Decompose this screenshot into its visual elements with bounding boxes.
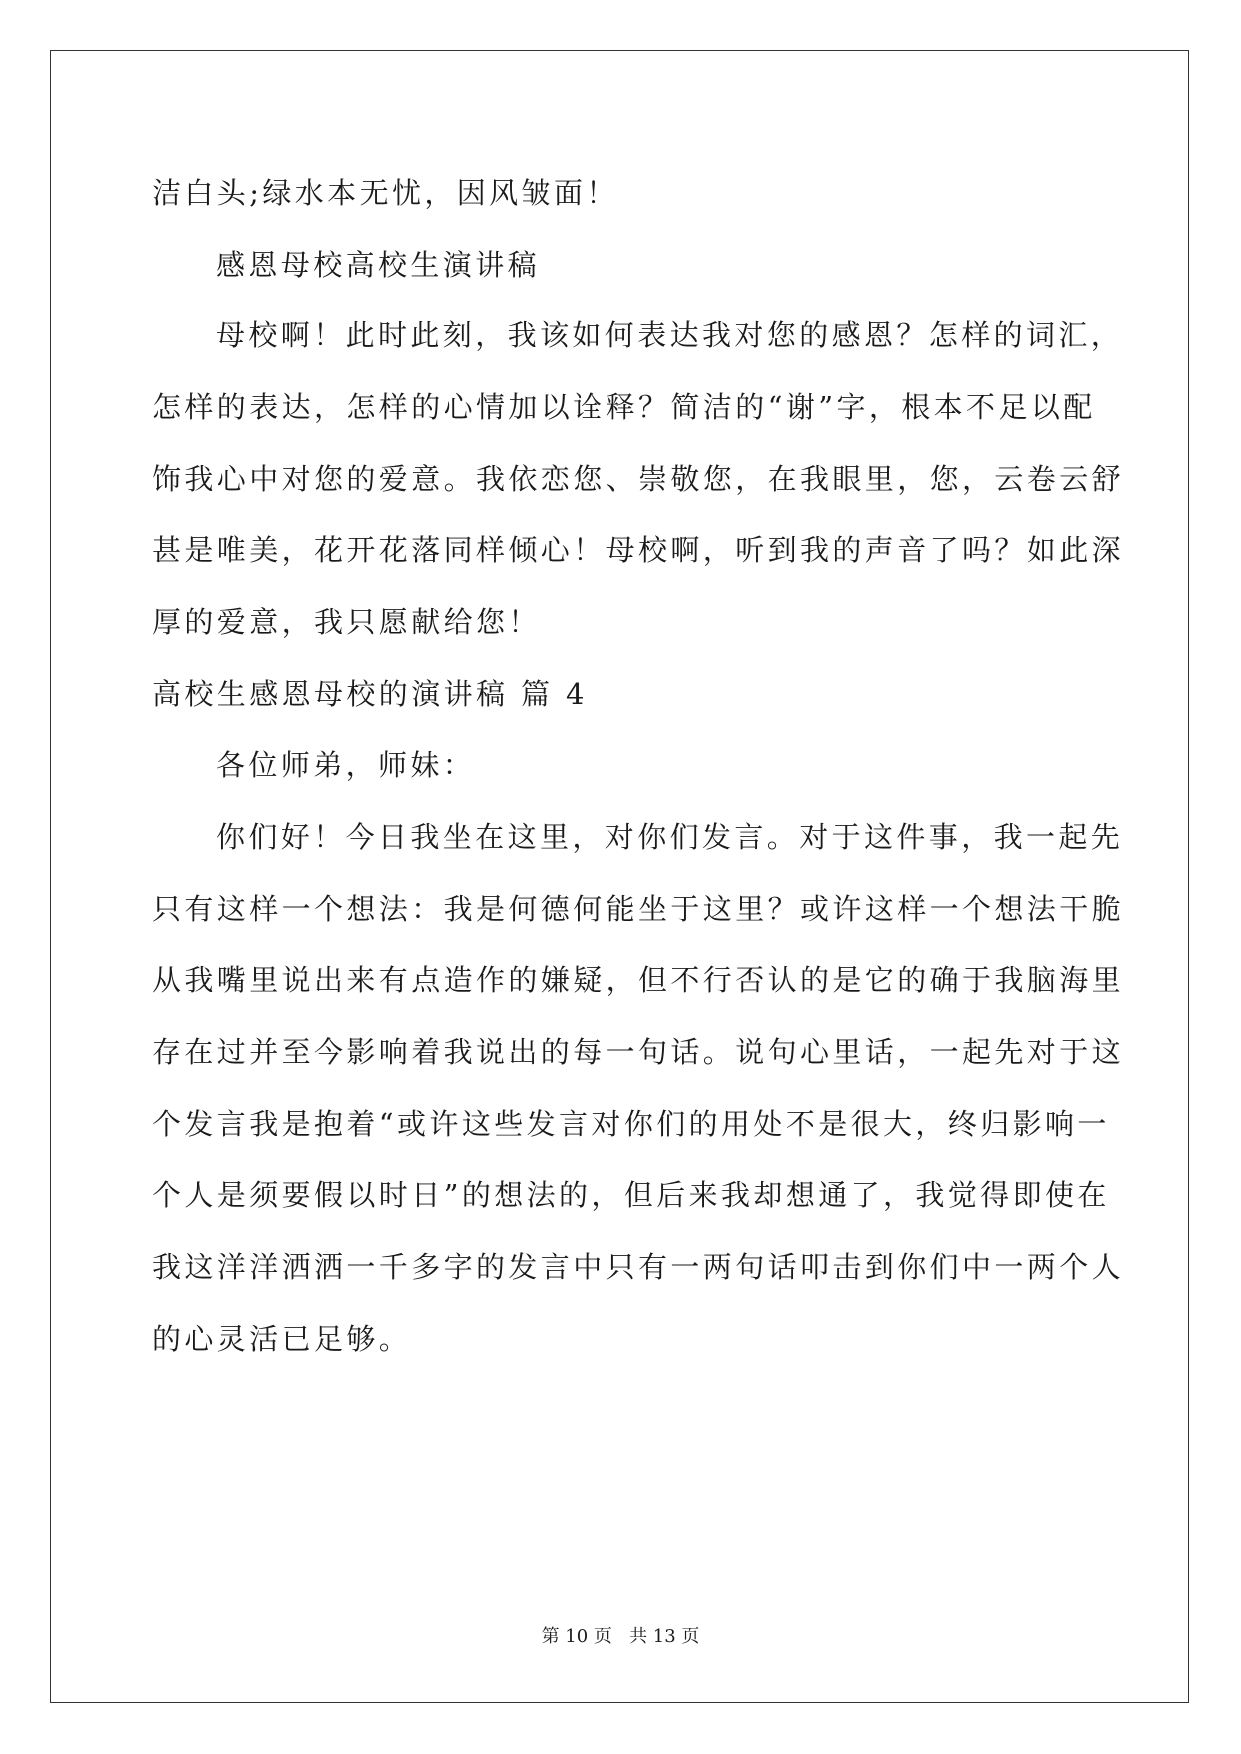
paragraph-line: 从我嘴里说出来有点造作的嫌疑，但不行否认的是它的确于我脑海里 bbox=[152, 963, 1125, 997]
salutation: 各位师弟，师妹： bbox=[216, 748, 476, 782]
paragraph-line: 甚是唯美，花开花落同样倾心！母校啊，听到我的声音了吗？如此深 bbox=[152, 533, 1125, 567]
paragraph-line: 怎样的表达，怎样的心情加以诠释？简洁的“谢”字，根本不足以配 bbox=[152, 390, 1096, 424]
text-line: 洁白头;绿水本无忧，因风皱面！ bbox=[152, 176, 619, 210]
paragraph-line: 个发言我是抱着“或许这些发言对你们的用处不是很大，终归影响一 bbox=[152, 1107, 1110, 1141]
paragraph-line: 饰我心中对您的爱意。我依恋您、崇敬您，在我眼里，您，云卷云舒 bbox=[152, 462, 1125, 496]
section-title: 感恩母校高校生演讲稿 bbox=[216, 248, 541, 282]
paragraph-line: 你们好！今日我坐在这里，对你们发言。对于这件事，我一起先 bbox=[216, 820, 1124, 854]
paragraph-line: 存在过并至今影响着我说出的每一句话。说句心里话，一起先对于这 bbox=[152, 1035, 1125, 1069]
paragraph-line: 的心灵活已足够。 bbox=[152, 1322, 412, 1356]
paragraph-line: 我这洋洋洒洒一千多字的发言中只有一两句话叩击到你们中一两个人 bbox=[152, 1250, 1125, 1284]
page-border bbox=[50, 50, 1189, 1703]
page-number-footer: 第 10 页 共 13 页 bbox=[541, 1626, 700, 1647]
paragraph-line: 只有这样一个想法：我是何德何能坐于这里？或许这样一个想法干脆 bbox=[152, 892, 1125, 926]
paragraph-line: 厚的爱意，我只愿献给您！ bbox=[152, 605, 541, 639]
section-heading: 高校生感恩母校的演讲稿 篇 4 bbox=[152, 677, 588, 711]
paragraph-line: 母校啊！此时此刻，我该如何表达我对您的感恩？怎样的词汇， bbox=[216, 318, 1124, 352]
paragraph-line: 个人是须要假以时日”的想法的，但后来我却想通了，我觉得即使在 bbox=[152, 1178, 1110, 1212]
